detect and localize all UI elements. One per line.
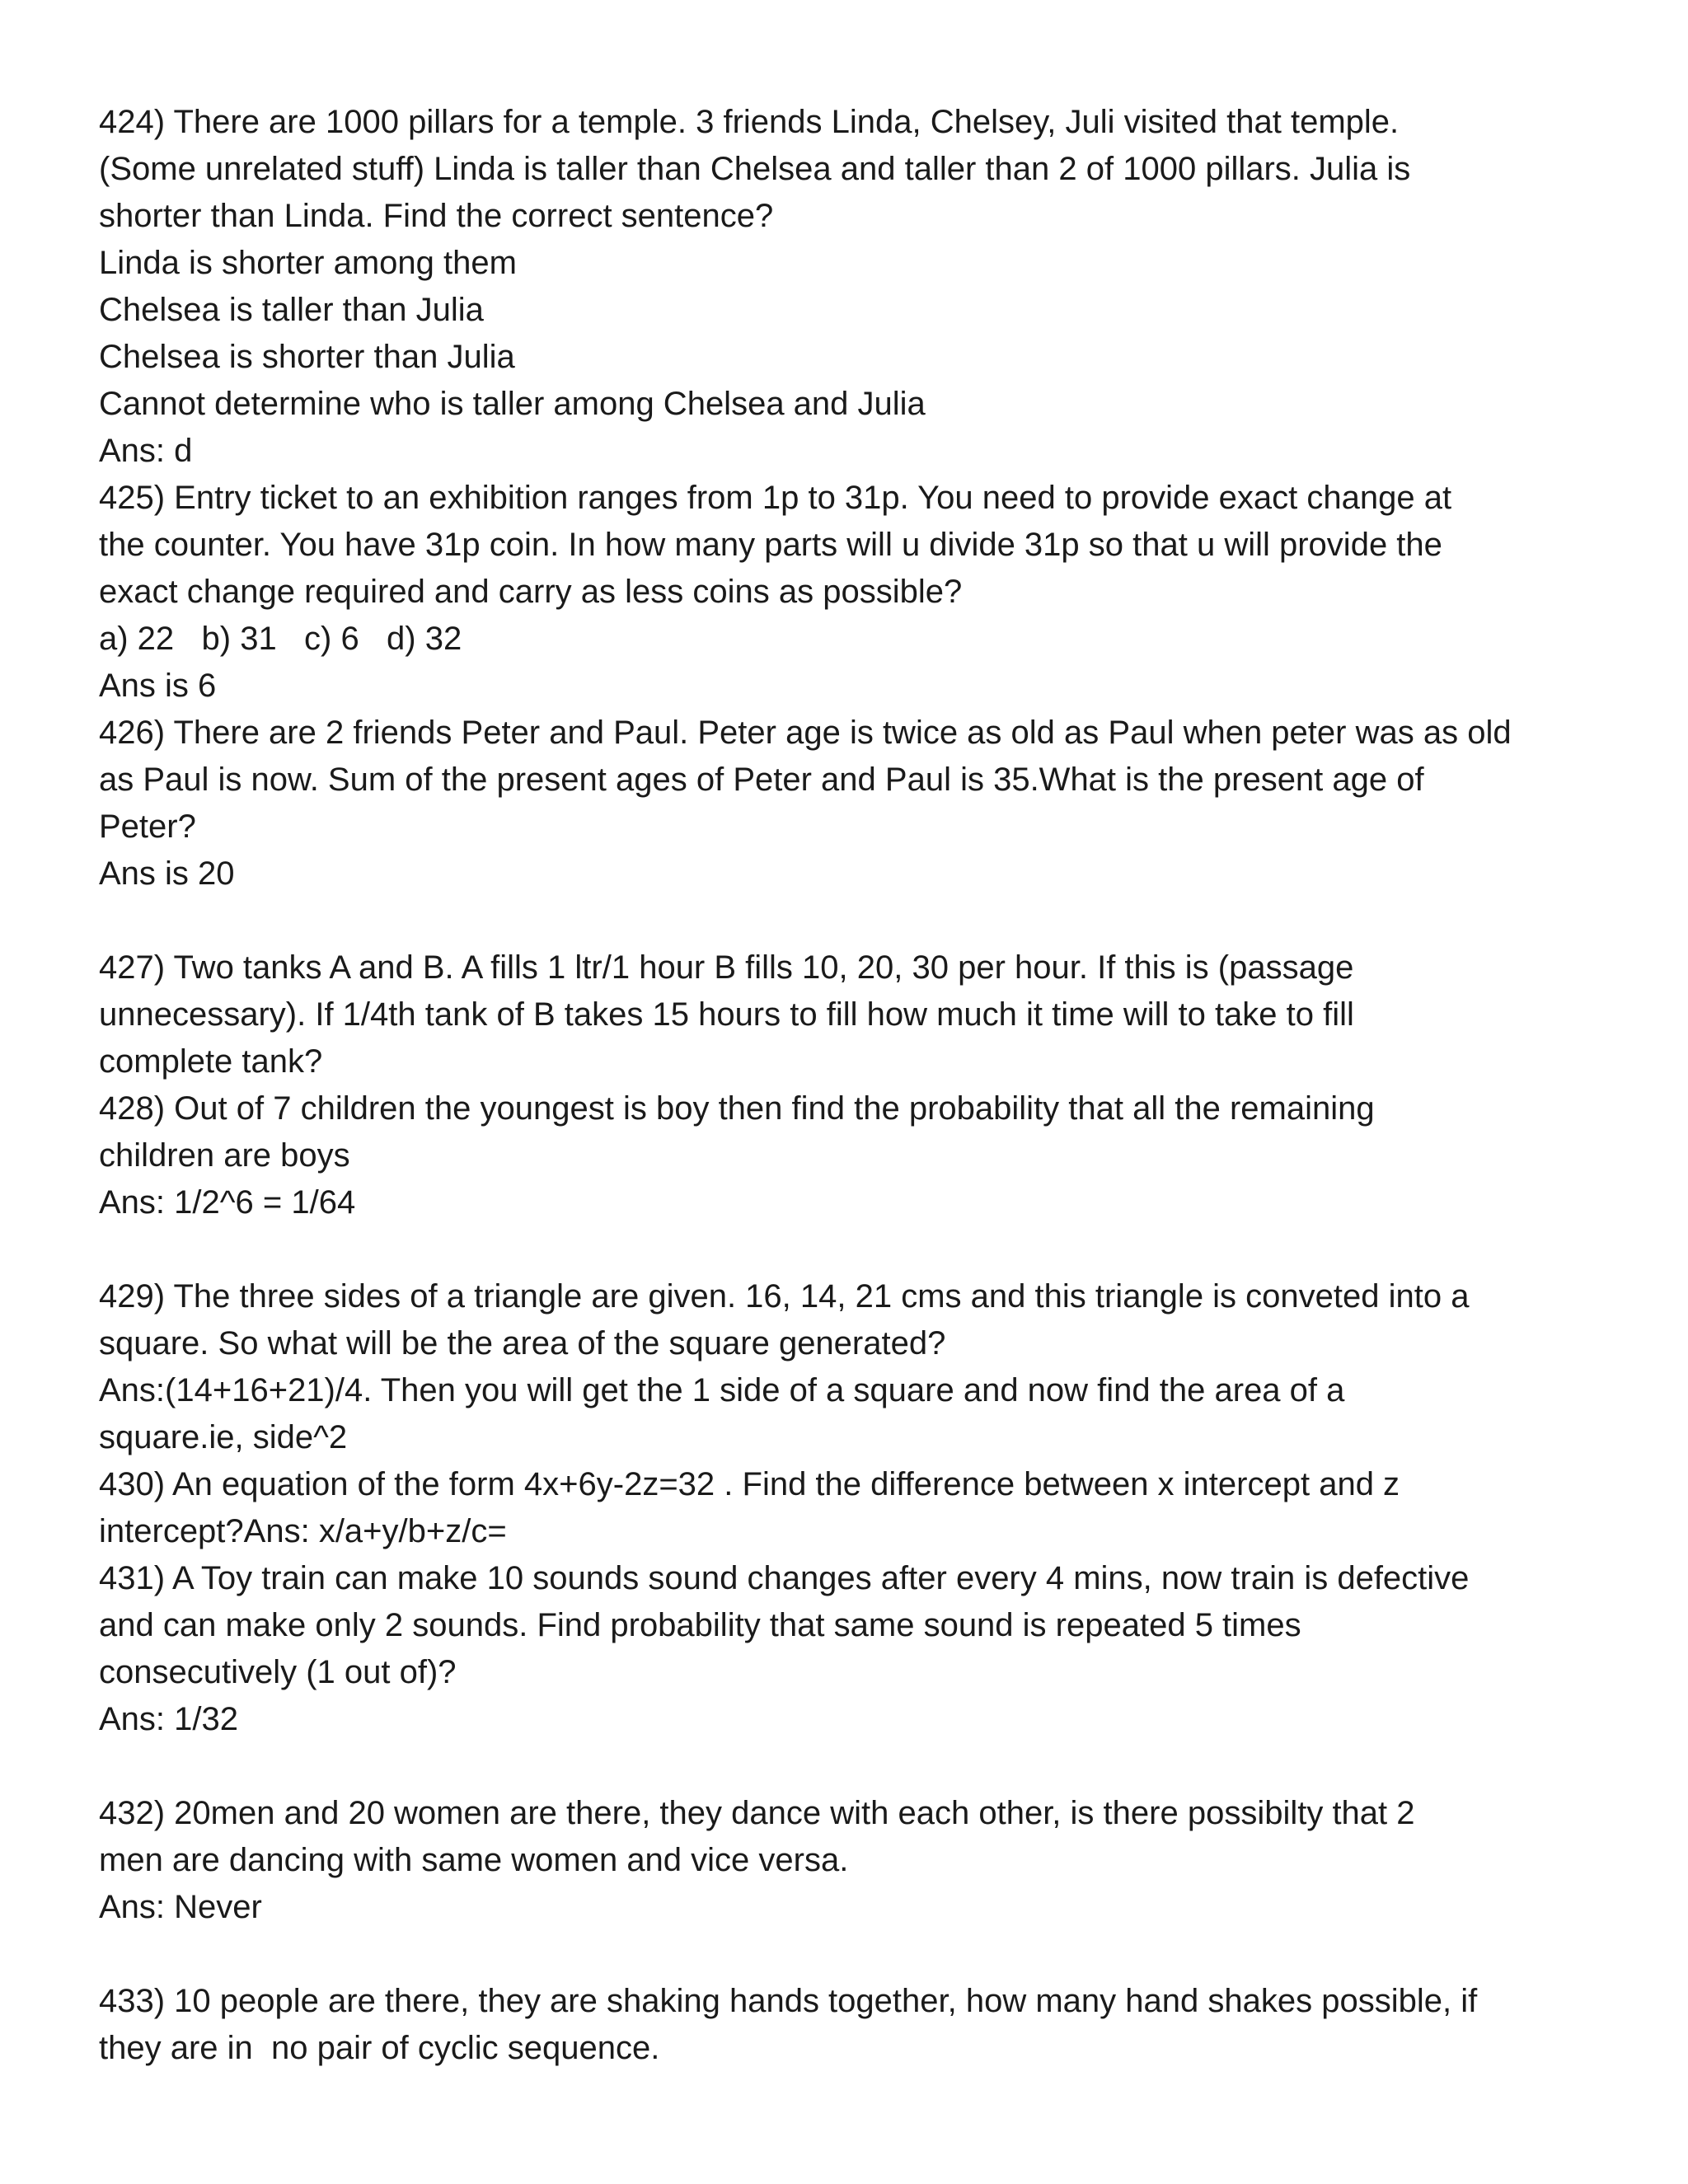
question-431 [99,1555,1607,1743]
answer-option: Cannot determine who is taller among Chelsea and Julia [99,386,926,422]
question-text: they are in no pair of cyclic sequence. [99,2030,660,2066]
question-432 [99,1790,1607,1931]
question-text: consecutively (1 out of)? [99,1654,457,1690]
blank-line [99,1743,1607,1790]
question-text: Peter? [99,808,196,845]
answer-text: Ans: 1/32 [99,1701,239,1737]
answer-text: Ans is 20 [99,855,235,892]
question-text: 425) Entry ticket to an exhibition ranges from 1p to 31p. You need to provide exact change at [99,480,1452,516]
blank-line [99,898,1607,944]
answer-text: Ans: Never [99,1889,262,1925]
question-text: as Paul is now. Sum of the present ages of Peter and Paul is 35.What is the present age of [99,762,1424,798]
question-text: 433) 10 people are there, they are shaking hands together, how many hand shakes possible, if [99,1983,1478,2019]
answer-text: Ans:(14+16+21)/4. Then you will get the 1 side of a square and now find the area of a [99,1372,1345,1408]
answer-option: Linda is shorter among them [99,245,517,281]
answer-text: Ans is 6 [99,668,217,704]
question-text: the counter. You have 31p coin. In how many parts will u divide 31p so that u will provide the [99,527,1442,563]
answer-options: a) 22 b) 31 c) 6 d) 32 [99,621,462,657]
answer-text: Ans: 1/2^6 = 1/64 [99,1184,356,1221]
question-text: 430) An equation of the form 4x+6y-2z=32 . Find the difference between x intercept and z [99,1466,1400,1502]
question-text: and can make only 2 sounds. Find probability that same sound is repeated 5 times [99,1607,1301,1643]
question-text: 426) There are 2 friends Peter and Paul. Peter age is twice as old as Paul when peter was as old [99,715,1512,751]
question-424 [99,99,1607,475]
question-text: 427) Two tanks A and B. A fills 1 ltr/1 hour B fills 10, 20, 30 per hour. If this is (passage [99,949,1354,986]
question-text: complete tank? [99,1043,323,1080]
question-428 [99,1085,1607,1226]
question-text: (Some unrelated stuff) Linda is taller than Chelsea and taller than 2 of 1000 pillars. Julia is [99,151,1411,187]
question-text: 428) Out of 7 children the youngest is boy then find the probability that all the remaining [99,1090,1375,1127]
question-433 [99,1978,1607,2072]
question-text: exact change required and carry as less coins as possible? [99,574,963,610]
question-text: men are dancing with same women and vice versa. [99,1842,849,1878]
blank-line [99,1226,1607,1273]
question-text: shorter than Linda. Find the correct sentence? [99,198,774,234]
answer-option: Chelsea is shorter than Julia [99,339,515,375]
question-text: unnecessary). If 1/4th tank of B takes 15 hours to fill how much it time will to take to fill [99,996,1354,1033]
answer-option: Chelsea is taller than Julia [99,292,484,328]
question-text: 431) A Toy train can make 10 sounds sound changes after every 4 mins, now train is defective [99,1560,1470,1596]
question-425 [99,475,1607,710]
blank-line [99,1931,1607,1978]
question-text: 429) The three sides of a triangle are given. 16, 14, 21 cms and this triangle is conveted into a [99,1278,1470,1315]
question-430 [99,1461,1607,1555]
question-text: square. So what will be the area of the square generated? [99,1325,946,1361]
answer-text: square.ie, side^2 [99,1419,348,1455]
question-text: 432) 20men and 20 women are there, they dance with each other, is there possibilty that 2 [99,1795,1415,1831]
question-text: children are boys [99,1137,350,1174]
question-429 [99,1273,1607,1461]
answer-text: Ans: d [99,433,193,469]
question-427 [99,944,1607,1085]
question-text: 424) There are 1000 pillars for a temple. 3 friends Linda, Chelsey, Juli visited that temple. [99,104,1400,140]
document-body [99,99,1607,2072]
question-text: intercept?Ans: x/a+y/b+z/c= [99,1513,507,1549]
question-426 [99,710,1607,898]
